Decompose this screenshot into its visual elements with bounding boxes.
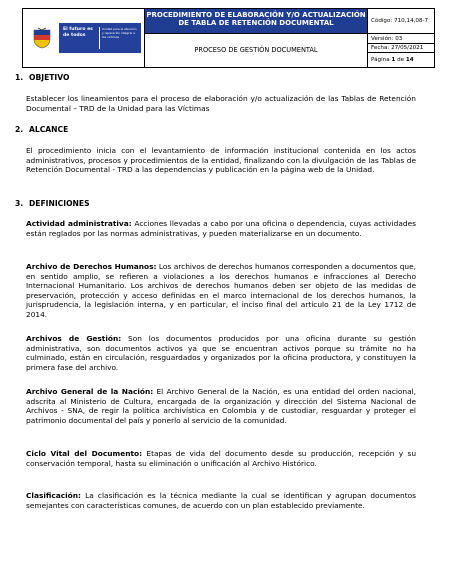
definition-term: Archivo de Derechos Humanos: [26, 262, 157, 271]
process-name: PROCESO DE GESTIÓN DOCUMENTAL [194, 46, 318, 54]
objetivo-text: Establecer los lineamientos para el proceso de elaboración y/o actualización de las Tablas de Retención Documental – TRD de la Unidad para las Víctimas [26, 94, 416, 113]
document-date: Fecha: 27/05/2021 [368, 44, 435, 53]
section-heading-alcance [15, 125, 68, 134]
page-current: 1 [391, 57, 396, 63]
page-total: 14 [405, 57, 414, 63]
document-version: Versión: 03 [368, 35, 435, 44]
page-number [368, 53, 435, 67]
logo-sub-text: Unidad para la atención y reparación integral a las víctimas [102, 27, 137, 39]
definition-text: La clasificación es la técnica mediante la cual se identifican y agrupan documentos semejantes con características comunes, de acuerdo con un plan establecido previamente. [26, 491, 416, 510]
definition-text: Acciones llevadas a cabo por una oficina o dependencia, cuyas actividades están reglados por las normas administrativas, y pueden materializarse en un documento. [26, 219, 416, 238]
section-heading-objetivo [15, 73, 69, 82]
document-header-table [22, 8, 435, 68]
definition-term: Archivo General de la Nación: [26, 387, 154, 396]
section-number: 1. [15, 73, 24, 82]
logo-main-text: El futuro es de todos [63, 27, 93, 38]
definition-text: Etapas de vida del documento desde su producción, recepción y su conservación temporal, hasta su eliminación o unificación al Archivo Histórico. [26, 449, 417, 468]
page-of: de [395, 57, 406, 63]
logo-cell [23, 9, 145, 67]
definition-clasificacion [26, 491, 416, 510]
definition-archivos-de-gestion [26, 334, 416, 372]
page-prefix: Página [371, 57, 392, 63]
section-number: 3. [15, 199, 24, 208]
document-meta [367, 9, 434, 67]
definition-archivo-derechos-humanos [26, 262, 416, 320]
definition-term: Archivos de Gestión: [26, 334, 122, 343]
definition-term: Actividad administrativa: [26, 219, 132, 228]
definition-text: El Archivo General de la Nación, es una entidad del orden nacional, adscrita al Ministerio de Cultura, encargada de la organización y dirección del Sistema Nacional de Archivos - SNA, de regir la política archivística en Colombia y de custodiar, resguardar y proteger el patrimonio documental del país y ponerlo al servicio de la comunidad. [26, 387, 417, 425]
definition-text: Son los documentos producidos por una oficina durante su gestión administrativa, son documentos activos ya que se encuentran activos porque su trámite no ha culminado, están en circulación, resguardados y organizados por la oficina productora, y constituyen la primera fase del archivo. [26, 334, 416, 372]
section-title: OBJETIVO [29, 73, 70, 82]
definition-archivo-general [26, 387, 416, 425]
section-title: ALCANCE [29, 125, 69, 134]
unit-logo [59, 23, 141, 53]
section-heading-definiciones [15, 199, 90, 208]
logo-divider [99, 27, 100, 49]
definition-actividad-administrativa [26, 219, 416, 238]
definition-term: Ciclo Vital del Documento: [26, 449, 143, 458]
section-number: 2. [15, 125, 24, 134]
section-title: DEFINICIONES [29, 199, 90, 208]
coat-of-arms-icon [32, 27, 52, 49]
procedure-title: PROCEDIMIENTO DE ELABORACIÓN Y/O ACTUALIZACIÓN DE TABLA DE RETENCIÓN DOCUMENTAL [145, 9, 367, 34]
definition-ciclo-vital [26, 449, 416, 468]
definition-text: Los archivos de derechos humanos corresponden a documentos que, en sentido amplio, se refieren a violaciones a los derechos humanos e infracciones al Derecho Internacional Humanitario. Los archivos de derechos humanos deben ser objeto de las medidas de preservación, protección y acceso definidas en el marco internacional de los derechos humanos, la jurisprudencia, la legislación interna, y en particular, el inciso final del artículo 21 de la Ley 1712 de 2014. [26, 262, 416, 319]
document-code: Código: 710,14,08-7 [368, 9, 435, 34]
definition-term: Clasificación: [26, 491, 81, 500]
alcance-text: El procedimiento inicia con el levantamiento de información institucional contenida en los actos administrativos, procesos y procedimientos de la entidad, finalizando con la divulgación de las Tablas de Retención Documental - TRD a las dependencias y publicación en la página web de la Unidad. [26, 146, 416, 175]
